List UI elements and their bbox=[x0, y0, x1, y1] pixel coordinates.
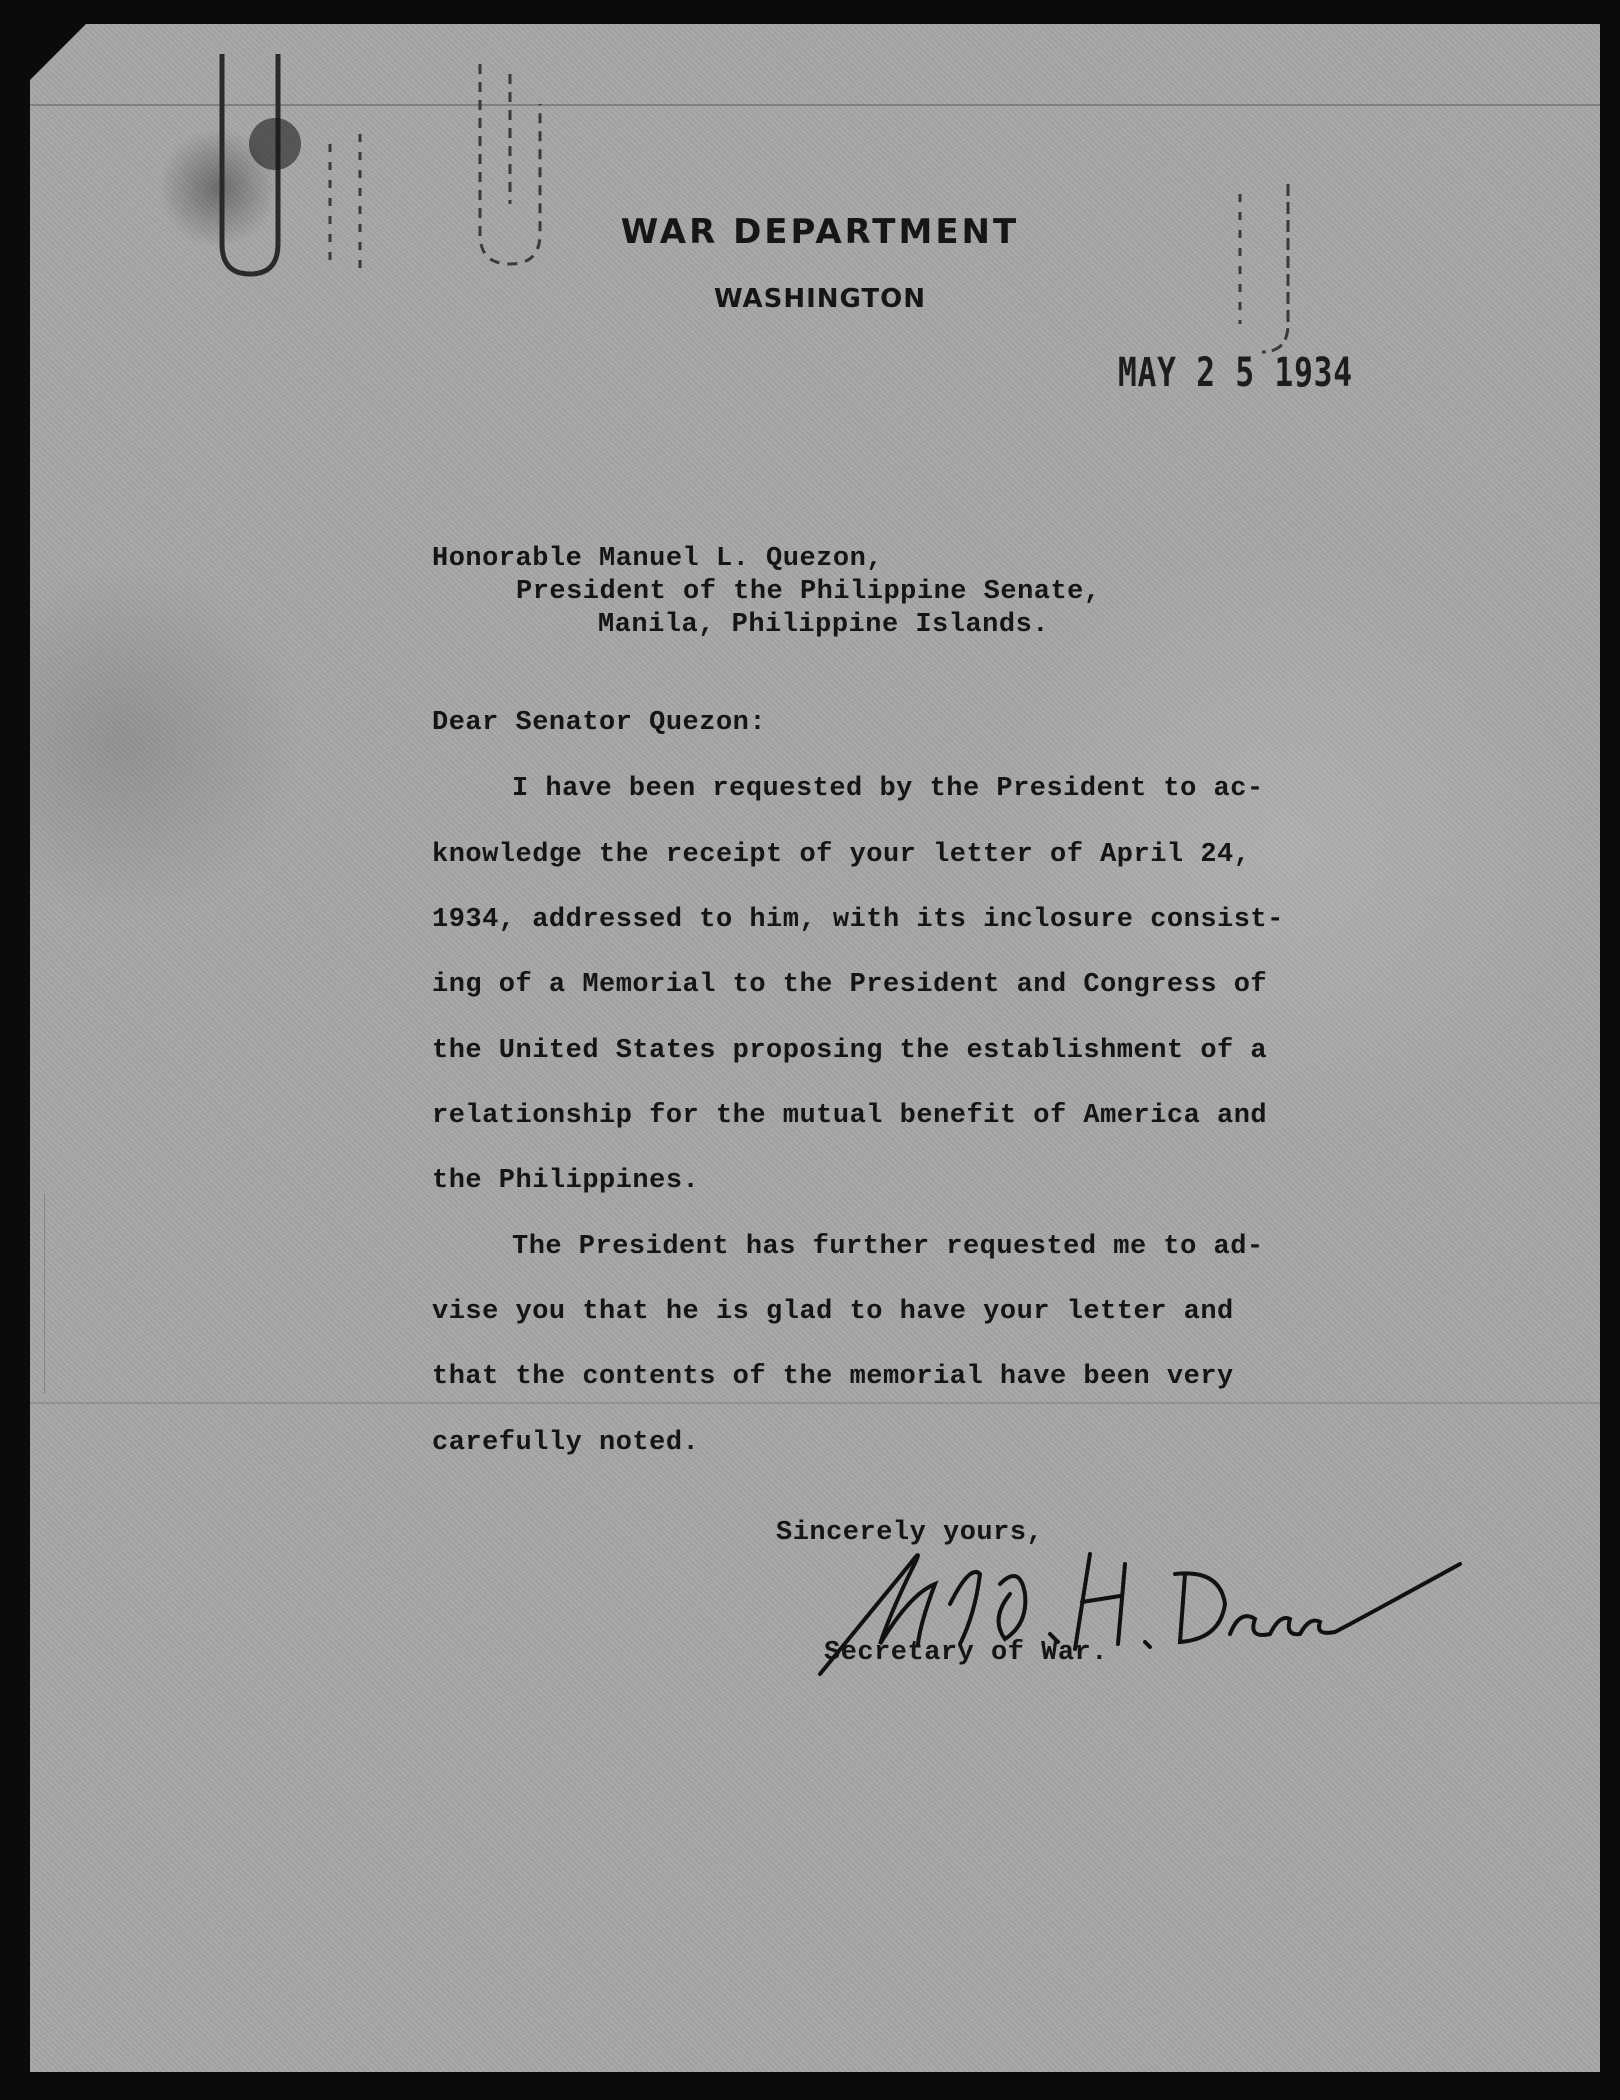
letterhead-department: WAR DEPARTMENT bbox=[620, 212, 1020, 252]
body-line: carefully noted. bbox=[432, 1428, 700, 1458]
body-line: 1934, addressed to him, with its inclosure consist- bbox=[432, 905, 1284, 935]
torn-corner bbox=[30, 24, 86, 80]
body-line: relationship for the mutual benefit of America and bbox=[432, 1101, 1268, 1131]
salutation: Dear Senator Quezon: bbox=[432, 708, 767, 738]
signer-title: Secretary of War. bbox=[824, 1638, 1108, 1668]
body-line: the Philippines. bbox=[432, 1166, 700, 1196]
body-line: the United States proposing the establishment of a bbox=[432, 1036, 1268, 1066]
staple-marks bbox=[1200, 174, 1300, 364]
letter-page bbox=[30, 24, 1600, 2072]
closing: Sincerely yours, bbox=[776, 1518, 1044, 1548]
body-line: The President has further requested me to ad- bbox=[512, 1232, 1264, 1262]
letterhead-city: WASHINGTON bbox=[713, 284, 927, 314]
edge-mark bbox=[30, 1194, 45, 1394]
body-line: vise you that he is glad to have your letter and bbox=[432, 1297, 1234, 1327]
body-line: knowledge the receipt of your letter of April 24, bbox=[432, 840, 1251, 870]
body-line: ing of a Memorial to the President and Congress of bbox=[432, 970, 1268, 1000]
paper-clip-marks bbox=[180, 34, 600, 294]
fold-line bbox=[30, 1402, 1600, 1404]
address-line-2: President of the Philippine Senate, bbox=[516, 577, 1101, 607]
signature bbox=[800, 1524, 1480, 1704]
address-line-3: Manila, Philippine Islands. bbox=[598, 610, 1049, 640]
body-line: that the contents of the memorial have been very bbox=[432, 1362, 1234, 1392]
address-line-1: Honorable Manuel L. Quezon, bbox=[432, 544, 883, 574]
date-stamp: MAY 2 5 1934 bbox=[1118, 350, 1353, 396]
body-line: I have been requested by the President to ac- bbox=[512, 774, 1264, 804]
